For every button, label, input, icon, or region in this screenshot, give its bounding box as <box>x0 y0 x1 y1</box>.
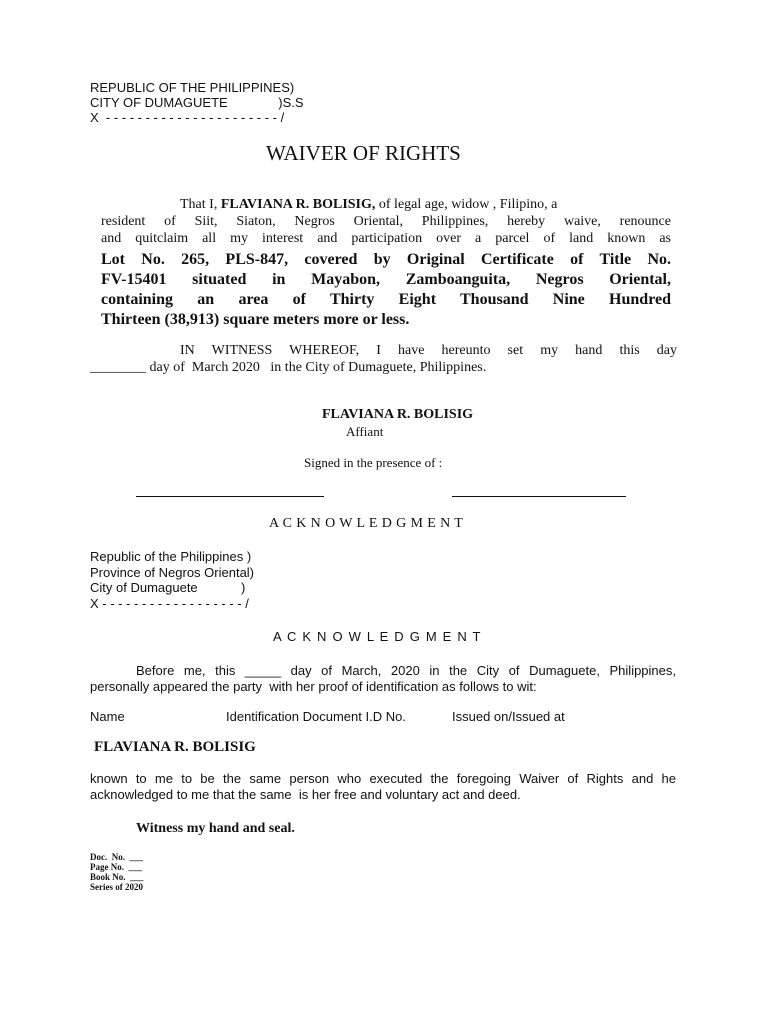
notary-series: Series of 2020 <box>90 882 143 892</box>
venue-republic: Republic of the Philippines ) <box>90 549 252 564</box>
ack-p2-line1: known to me to be the same person who executed the foregoing Waiver of Rights and he <box>90 771 676 786</box>
notary-page-no: Page No. ___ <box>90 862 142 872</box>
id-col-issued: Issued on/Issued at <box>452 709 565 724</box>
waiver-intro-rest: of legal age, widow , Filipino, a <box>375 197 558 212</box>
witness-whereof-line1: IN WITNESS WHEREOF, I have hereunto set my hand this day <box>180 343 677 358</box>
id-col-document: Identification Document I.D No. <box>226 709 406 724</box>
signed-presence-label: Signed in the presence of : <box>304 455 443 470</box>
acknowledgment-heading-2: A C K N O W L E D G M E N T <box>273 629 482 644</box>
waiver-p1-line2: resident of Siit, Siaton, Negros Oriental, Philippines, hereby waive, renounce <box>101 214 671 229</box>
document-title: WAIVER OF RIGHTS <box>266 141 461 165</box>
venue-province: Province of Negros Oriental) <box>90 565 255 580</box>
caption-republic: REPUBLIC OF THE PHILIPPINES) <box>90 80 295 95</box>
ack-party-name: FLAVIANA R. BOLISIG <box>94 739 256 755</box>
waiver-lot-line2: FV-15401 situated in Mayabon, Zamboanguita, Negros Oriental, <box>101 271 671 288</box>
ack-p1-line1: Before me, this _____ day of March, 2020 in the City of Dumaguete, Philippines, <box>136 663 676 678</box>
ack-p2-line2: acknowledged to me that the same is her free and voluntary act and deed. <box>90 787 521 802</box>
waiver-lot-line1: Lot No. 265, PLS-847, covered by Original Certificate of Title No. <box>101 251 671 268</box>
waiver-p1-line1 <box>180 196 672 213</box>
waiver-lot-line3: containing an area of Thirty Eight Thousand Nine Hundred <box>101 291 671 308</box>
affiant-label: Affiant <box>346 424 384 439</box>
venue-city: City of Dumaguete ) <box>90 580 246 595</box>
ack-p1-line2: personally appeared the party with her proof of identification as follows to wit: <box>90 679 537 694</box>
waiver-intro-text: That I, <box>180 197 221 212</box>
id-col-name: Name <box>90 709 125 724</box>
notary-doc-no: Doc. No. ___ <box>90 852 143 862</box>
waiver-affiant-name: FLAVIANA R. BOLISIG, <box>220 197 376 212</box>
waiver-p1-line3: and quitclaim all my interest and participation over a parcel of land known as <box>101 231 671 246</box>
witness-signature-line-1 <box>136 496 324 497</box>
affiant-name: FLAVIANA R. BOLISIG <box>322 407 474 422</box>
notary-book-no: Book No. ___ <box>90 872 144 882</box>
witness-whereof-line2: ________ day of March 2020 in the City of Dumaguete, Philippines. <box>90 360 487 375</box>
waiver-lot-line4: Thirteen (38,913) square meters more or less. <box>101 311 410 328</box>
witness-hand-seal: Witness my hand and seal. <box>136 821 295 836</box>
acknowledgment-heading-1: A C K N O W L E D G M E N T <box>269 516 464 531</box>
venue-x-line: X - - - - - - - - - - - - - - - - - - / <box>90 596 249 611</box>
caption-x-line: X - - - - - - - - - - - - - - - - - - - - - - / <box>90 110 285 125</box>
caption-city: CITY OF DUMAGUETE )S.S <box>90 95 304 110</box>
witness-signature-line-2 <box>452 496 626 497</box>
